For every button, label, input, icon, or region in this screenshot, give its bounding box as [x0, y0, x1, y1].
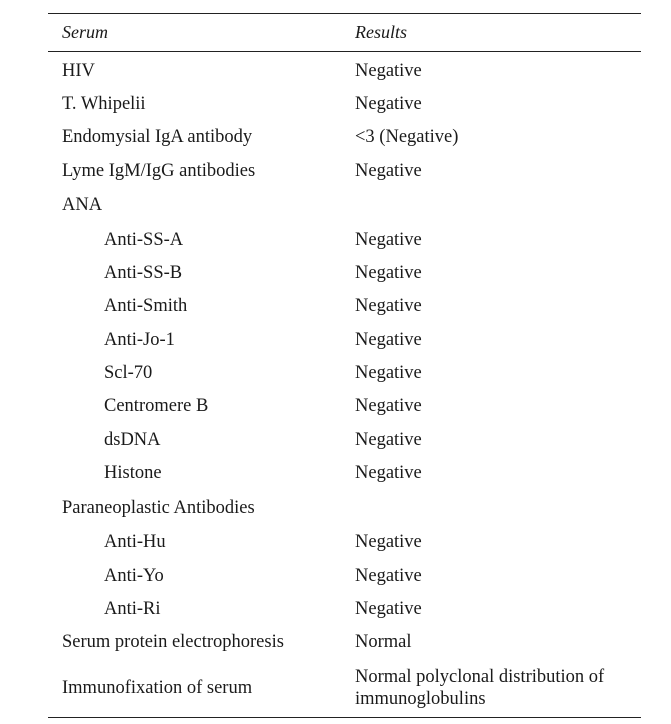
row-result: Normal polyclonal distribution of immunoglobulins [355, 666, 605, 709]
row-label: Anti-Yo [104, 565, 164, 586]
table-row [48, 526, 641, 559]
row-label: Anti-Hu [104, 532, 166, 553]
row-label: Anti-SS-A [104, 229, 184, 250]
row-result: Negative [355, 329, 422, 350]
row-label: Immunofixation of serum [62, 677, 253, 698]
table-row [48, 456, 641, 489]
row-result: Negative [355, 160, 422, 181]
header-serum: Serum [62, 22, 108, 42]
row-result: Negative [355, 396, 422, 417]
row-label: Scl-70 [104, 363, 153, 384]
table-row [48, 154, 641, 187]
row-result: Negative [355, 229, 422, 250]
table-row [48, 659, 641, 717]
table-row [48, 559, 641, 592]
row-result: Negative [355, 263, 422, 284]
table-row [48, 592, 641, 625]
row-label: Anti-Jo-1 [104, 329, 175, 350]
table-row [48, 323, 641, 356]
header-results: Results [355, 22, 407, 42]
row-result: Normal [355, 632, 412, 653]
row-result: Negative [355, 462, 422, 483]
row-label: Anti-Ri [104, 598, 161, 619]
row-result: Negative [355, 598, 422, 619]
row-label: Anti-Smith [104, 296, 188, 317]
row-label: Endomysial IgA antibody [62, 127, 253, 148]
row-result: Negative [355, 363, 422, 384]
table-group-row [48, 187, 641, 223]
row-label: T. Whipelii [62, 93, 146, 114]
row-label: Centromere B [104, 396, 209, 417]
table-row [48, 356, 641, 389]
table-row [48, 390, 641, 423]
table-group-row [48, 490, 641, 526]
row-label: Anti-SS-B [104, 263, 183, 284]
table-row [48, 121, 641, 154]
row-result: Negative [355, 429, 422, 450]
header-rule [48, 51, 641, 52]
row-label: Serum protein electrophoresis [62, 632, 284, 653]
table-row [48, 54, 641, 87]
table-row [48, 290, 641, 323]
table-header [48, 14, 641, 51]
row-label: HIV [62, 60, 95, 81]
group-label: ANA [62, 195, 103, 216]
group-label: Paraneoplastic Antibodies [62, 497, 255, 518]
row-label: Histone [104, 462, 162, 483]
row-result: Negative [355, 60, 422, 81]
bottom-rule [48, 717, 641, 718]
table-row [48, 625, 641, 658]
row-result: Negative [355, 296, 422, 317]
table-row [48, 256, 641, 289]
table-row [48, 223, 641, 256]
row-result: <3 (Negative) [355, 127, 459, 148]
row-label: dsDNA [104, 429, 161, 450]
row-result: Negative [355, 532, 422, 553]
row-result: Negative [355, 93, 422, 114]
row-result: Negative [355, 565, 422, 586]
serum-results-table [48, 13, 641, 718]
table-row [48, 87, 641, 120]
table-row [48, 423, 641, 456]
row-label: Lyme IgM/IgG antibodies [62, 160, 256, 181]
